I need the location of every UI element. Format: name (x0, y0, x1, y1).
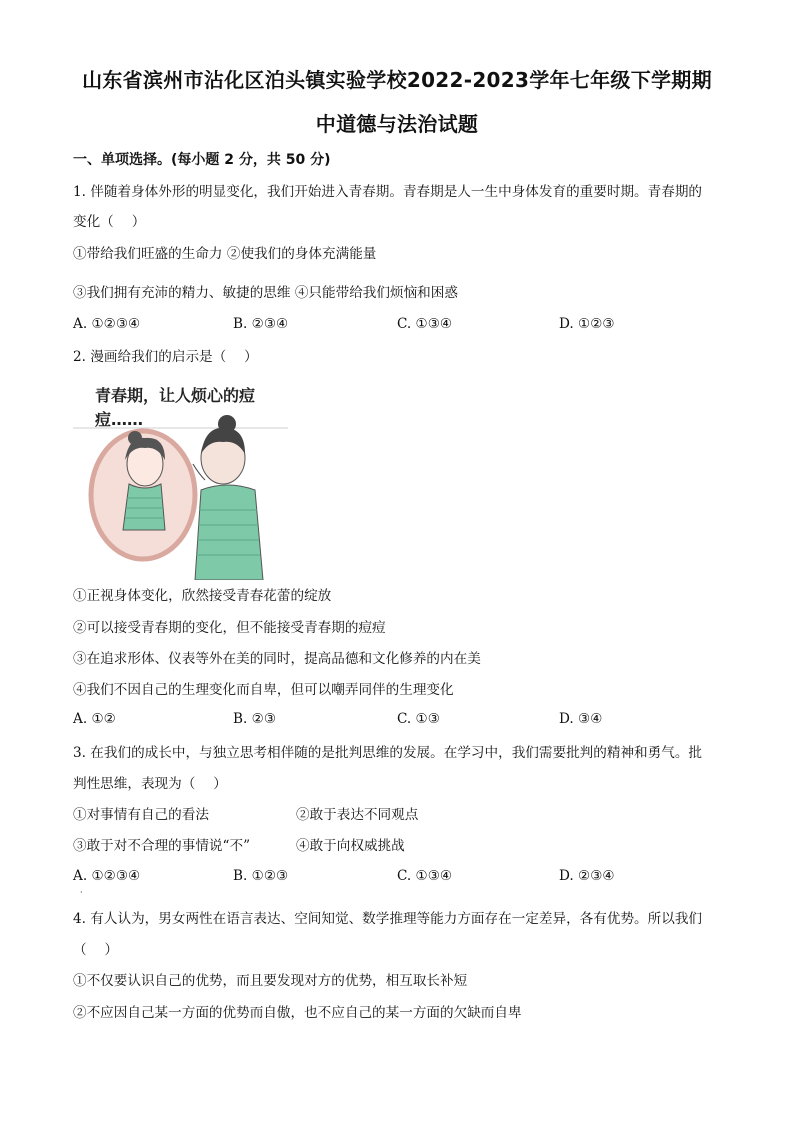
question-1-option-b[interactable]: B. ②③④ (233, 316, 289, 332)
question-3-item-row-1 (73, 805, 722, 825)
question-1-option-a[interactable]: A. ①②③④ (73, 316, 141, 332)
question-2-stem: 2. 漫画给我们的启示是（ ） (73, 349, 258, 365)
question-2-item-4: ④我们不因自己的生理变化而自卑，但可以嘲弄同伴的生理变化 (73, 682, 454, 698)
question-2-options (73, 711, 723, 731)
question-3-item-3: ③敢于对不合理的事情说“不” (73, 838, 251, 854)
question-2-option-c[interactable]: C. ①③ (397, 711, 440, 727)
question-1-stem-line-1: 1. 伴随着身体外形的明显变化，我们开始进入青春期。青春期是人一生中身体发育的重要时期。青春期的 (73, 184, 703, 200)
question-4-stem-line-1: 4. 有人认为，男女两性在语言表达、空间知觉、数学推理等能力方面存在一定差异，各有优势。所以我们 (73, 911, 703, 927)
question-3-option-b[interactable]: B. ①②③ (233, 868, 289, 884)
question-3-option-a[interactable]: A. ①②③④ (73, 868, 141, 884)
cartoon-caption: 青春期，让人烦心的痘痘…… (95, 386, 256, 429)
question-3-stem-line-2: 判性思维，表现为（ ） (73, 776, 227, 792)
question-1-stem-line-2: 变化（ ） (73, 214, 146, 230)
question-1-option-c[interactable]: C. ①③④ (397, 316, 453, 332)
question-2-option-a[interactable]: A. ①② (73, 711, 116, 727)
question-1-options (73, 316, 723, 336)
stray-dot-mark: · (80, 888, 83, 897)
question-1-item-2: ③我们拥有充沛的精力、敏捷的思维 ④只能带给我们烦恼和困惑 (73, 285, 458, 301)
question-2-item-2: ②可以接受青春期的变化，但不能接受青春期的痘痘 (73, 620, 386, 636)
question-3-item-row-2 (73, 836, 722, 856)
question-1-option-d[interactable]: D. ①②③ (559, 316, 615, 332)
question-2-option-d[interactable]: D. ③④ (559, 711, 603, 727)
question-3-item-2: ②敢于表达不同观点 (296, 807, 419, 823)
question-3-stem-line-1: 3. 在我们的成长中，与独立思考相伴随的是批判思维的发展。在学习中，我们需要批判的精神和勇气。批 (73, 745, 703, 761)
question-3-item-4: ④敢于向权威挑战 (296, 838, 405, 854)
question-3-item-1: ①对事情有自己的看法 (73, 807, 209, 823)
question-1-item-1: ①带给我们旺盛的生命力 ②使我们的身体充满能量 (73, 246, 377, 262)
question-4-item-2: ②不应因自己某一方面的优势而自傲，也不应自己的某一方面的欠缺而自卑 (73, 1005, 522, 1021)
question-2-option-b[interactable]: B. ②③ (233, 711, 277, 727)
question-3-options (73, 868, 723, 888)
page-title-line-2: 中道德与法治试题 (315, 112, 479, 136)
section-heading: 一、单项选择。(每小题 2 分，共 50 分) (73, 152, 331, 168)
question-3-option-d[interactable]: D. ②③④ (559, 868, 615, 884)
question-4-stem-line-2: （ ） (73, 942, 119, 958)
question-4-item-1: ①不仅要认识自己的优势，而且要发现对方的优势，相互取长补短 (73, 973, 468, 989)
question-3-option-c[interactable]: C. ①③④ (397, 868, 453, 884)
question-2-item-3: ③在追求形体、仪表等外在美的同时，提高品德和文化修养的内在美 (73, 651, 481, 667)
question-2-item-1: ①正视身体变化，欣然接受青春花蕾的绽放 (73, 588, 332, 604)
page-title-line-1: 山东省滨州市沾化区泊头镇实验学校2022-2023学年七年级下学期期 (82, 68, 712, 92)
